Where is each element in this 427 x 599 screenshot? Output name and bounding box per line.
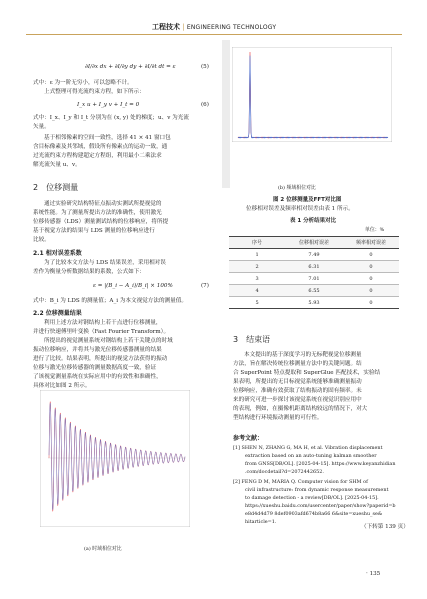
- page-number: [366, 570, 380, 579]
- column-header: 位移相对误差: [298, 240, 329, 246]
- para-line: 基于相邻像素的空间一致性，选择 41 × 41 窗口包: [44, 135, 171, 141]
- reference-1-line: [1] SHEN N, ZHANG G, MA H, et al. Vibration displacement: [233, 445, 383, 451]
- equation-7-number: (7): [201, 283, 209, 289]
- para-line: 式中：ε 为一阶无穷小，可以忽略不计。: [33, 80, 133, 86]
- para-line: 位移与激光位移传感器的测量数据高度一致，验证: [33, 365, 157, 371]
- reference-1-line: .com/docdetail?d=2072442652.: [245, 469, 324, 475]
- para-line: 含目标像素及其邻域，假设所有像素点的运动一致，通: [33, 144, 168, 150]
- column-header: 序号: [252, 240, 263, 246]
- para-line: 方法，旨在解决传统位移测量方法中的关键问题。结: [233, 361, 362, 367]
- table-cell: 4: [255, 287, 259, 294]
- table-cell: 7.01: [308, 275, 320, 282]
- para-line: 过光流约束方程构建超定方程组，利用最小二乘法求: [33, 153, 162, 159]
- table-1-unit: 单位：%: [365, 227, 385, 233]
- para-line: 利用上述方法对钢结构上若干点进行位移测量，: [44, 320, 162, 326]
- table-row: [229, 273, 399, 285]
- para-line: 位移传感器（LDS）测量测试结构的位移响应，将所提: [33, 219, 169, 225]
- reference-2-line: e8d4d4d79 8def0903afd674b8a66 6&site=xueshu_se&: [245, 511, 383, 517]
- table-header-row: [229, 237, 399, 249]
- para-line: 了该视觉测量系统在实际应用中的有效性和准确性，: [33, 374, 162, 380]
- references-heading: 参考文献：: [233, 435, 264, 442]
- reference-2-line: https://xueshu.baidu.com/usercenter/paper/show?paperid=b: [245, 503, 396, 509]
- figure-sidebar-strip: [222, 40, 230, 188]
- para-line: 上式整理可得光流约束方程，如下所示：: [44, 89, 145, 95]
- table-cell: 5: [255, 299, 259, 306]
- para-line: 来的研究可进一步探讨该视觉系统在视觉识别应用中: [233, 397, 362, 403]
- para-line: 为了比较本文方法与 LDS 结果误差，采用相对误: [44, 260, 166, 266]
- para-line: 通过实验研究结构特征点振动实测试所提视觉的: [44, 201, 162, 207]
- reference-2-line: hitarticle=1.: [245, 519, 277, 525]
- table-cell: 0: [369, 287, 373, 294]
- reference-1-line: from GNSS[DB/OL]. [2025-04-15]. https://www.keyanzhidian: [245, 461, 396, 467]
- figure-2b-frequency-domain: [232, 47, 392, 142]
- para-line: 具体对比如图 2 所示。: [33, 383, 91, 389]
- table-row: [229, 261, 399, 273]
- para-line: 果表明，所提出的无目标视觉系统能够准确测量振动: [233, 379, 362, 385]
- figure-2-caption: 图 2 位移测量及FFT对比图: [273, 197, 342, 203]
- header-divider: |: [182, 23, 185, 31]
- table-cell: 0: [369, 263, 373, 270]
- figure-2a-time-domain: [40, 390, 190, 527]
- para-line: 式中：B_i 为 LDS 的测量值；A_i 为本文视觉方法的测量值。: [33, 298, 187, 304]
- reference-2-line: to damage detection - a review[DB/OL]. [2025-04-15].: [245, 495, 379, 501]
- figure-2-description: 位移相对误差及频率相对误差由表 1 所示。: [246, 206, 354, 212]
- subsection-2-2-heading: 2.2 位移测量结果: [33, 310, 82, 317]
- para-line: 进行了比较。结果表明，所提出的视觉方法获得的振动: [33, 356, 168, 362]
- section-2-heading: [33, 182, 78, 193]
- para-line: 解光流矢量 u、v。: [33, 162, 81, 168]
- table-cell: 1: [255, 251, 259, 258]
- equation-7: ε = |(B_i − A_i)/B_i| × 100%: [93, 283, 173, 289]
- para-line: 并进行快速傅里叶变换（Fast Fourier Transform）。: [33, 329, 170, 335]
- reference-1-line: extraction based on an auto-tuning kalman smoother: [245, 453, 377, 459]
- reference-2-line: civil infrastructure: from dynamic response measurement: [245, 487, 389, 493]
- equation-6: I_x u + I_y v + I_t = 0: [77, 102, 140, 108]
- table-cell: 6.55: [308, 287, 320, 294]
- table-cell: 3: [255, 275, 259, 282]
- equation-5: ∂I/∂x dx + ∂I/∂y dy + ∂I/∂t dt = ε: [85, 64, 176, 70]
- para-line: 位移响应，准确有效获取了结构振动的固有频率。未: [233, 388, 362, 394]
- para-line: 式中：I_x、I_y 和 I_t 分别为在 (x, y) 处的梯度；u、v 为光流: [33, 115, 189, 121]
- continued-note: （下转第 139 页）: [361, 524, 409, 530]
- table-1-title: 表 1 分析结果对比: [290, 218, 337, 224]
- section-2-title: 位移测量: [46, 183, 79, 192]
- subsection-2-1-heading: 2.1 相对误差系数: [33, 250, 82, 257]
- column-header: 频率相对误差: [355, 240, 386, 246]
- para-line: 所提出的视觉测量系统对钢结构上若干关键点的时域: [44, 338, 173, 344]
- journal-name-cn: 工程技术: [152, 23, 180, 31]
- journal-name-en: ENGINEERING TECHNOLOGY: [186, 24, 277, 31]
- table-1: [229, 236, 399, 309]
- para-line: 本文提出的基于深度学习的无标靶视觉位移测量: [244, 352, 362, 358]
- table-cell: 7.49: [308, 251, 320, 258]
- para-line: 的表现，例如，在摄像机距离结构较远的情况下，对大: [233, 406, 368, 412]
- journal-header: [152, 22, 276, 32]
- table-cell: 0: [369, 275, 373, 282]
- para-line: 合 SuperPoint 特点提取和 SuperGlue 匹配技术，实验结: [233, 370, 381, 376]
- para-line: 型结构进行环境振动测量的可行性。: [233, 415, 323, 421]
- page-dot: ·: [366, 571, 368, 577]
- equation-5-number: (5): [201, 64, 209, 70]
- table-cell: 0: [369, 299, 373, 306]
- page-number-value: 135: [369, 571, 381, 577]
- para-line: 矢量。: [33, 124, 50, 130]
- para-line: 比较。: [33, 237, 50, 243]
- section-3-number: 3: [233, 335, 239, 344]
- section-3-heading: [233, 334, 270, 345]
- table-row: [229, 297, 399, 309]
- figure-2a-caption: (a) 时域相位对比: [84, 546, 122, 552]
- para-line: 基于视觉方法的结果与 LDS 测量的位移响应进行: [33, 228, 155, 234]
- figure-2b-caption: (b) 频域相位对比: [278, 185, 316, 191]
- section-3-title: 结束语: [246, 335, 271, 344]
- para-line: 振动位移响应，并将其与激光位移传感器测量的结果: [33, 347, 162, 353]
- table-cell: 5.93: [308, 299, 320, 306]
- reference-2-line: [2] FENG D M, MARIA Q. Computer vision for SHM of: [233, 479, 368, 485]
- equation-6-number: (6): [201, 102, 209, 108]
- para-line: 系统性能。为了测量所提出方法的准确性，使用激光: [33, 210, 162, 216]
- table-row: [229, 285, 399, 297]
- table-cell: 6.31: [308, 263, 320, 270]
- table-row: [229, 249, 399, 261]
- table-cell: 2: [255, 263, 259, 270]
- section-2-number: 2: [33, 183, 39, 192]
- header-rule: [26, 34, 402, 35]
- para-line: 差作为衡量分析数据结果的系数，公式如下：: [33, 269, 145, 275]
- table-cell: 0: [369, 251, 373, 258]
